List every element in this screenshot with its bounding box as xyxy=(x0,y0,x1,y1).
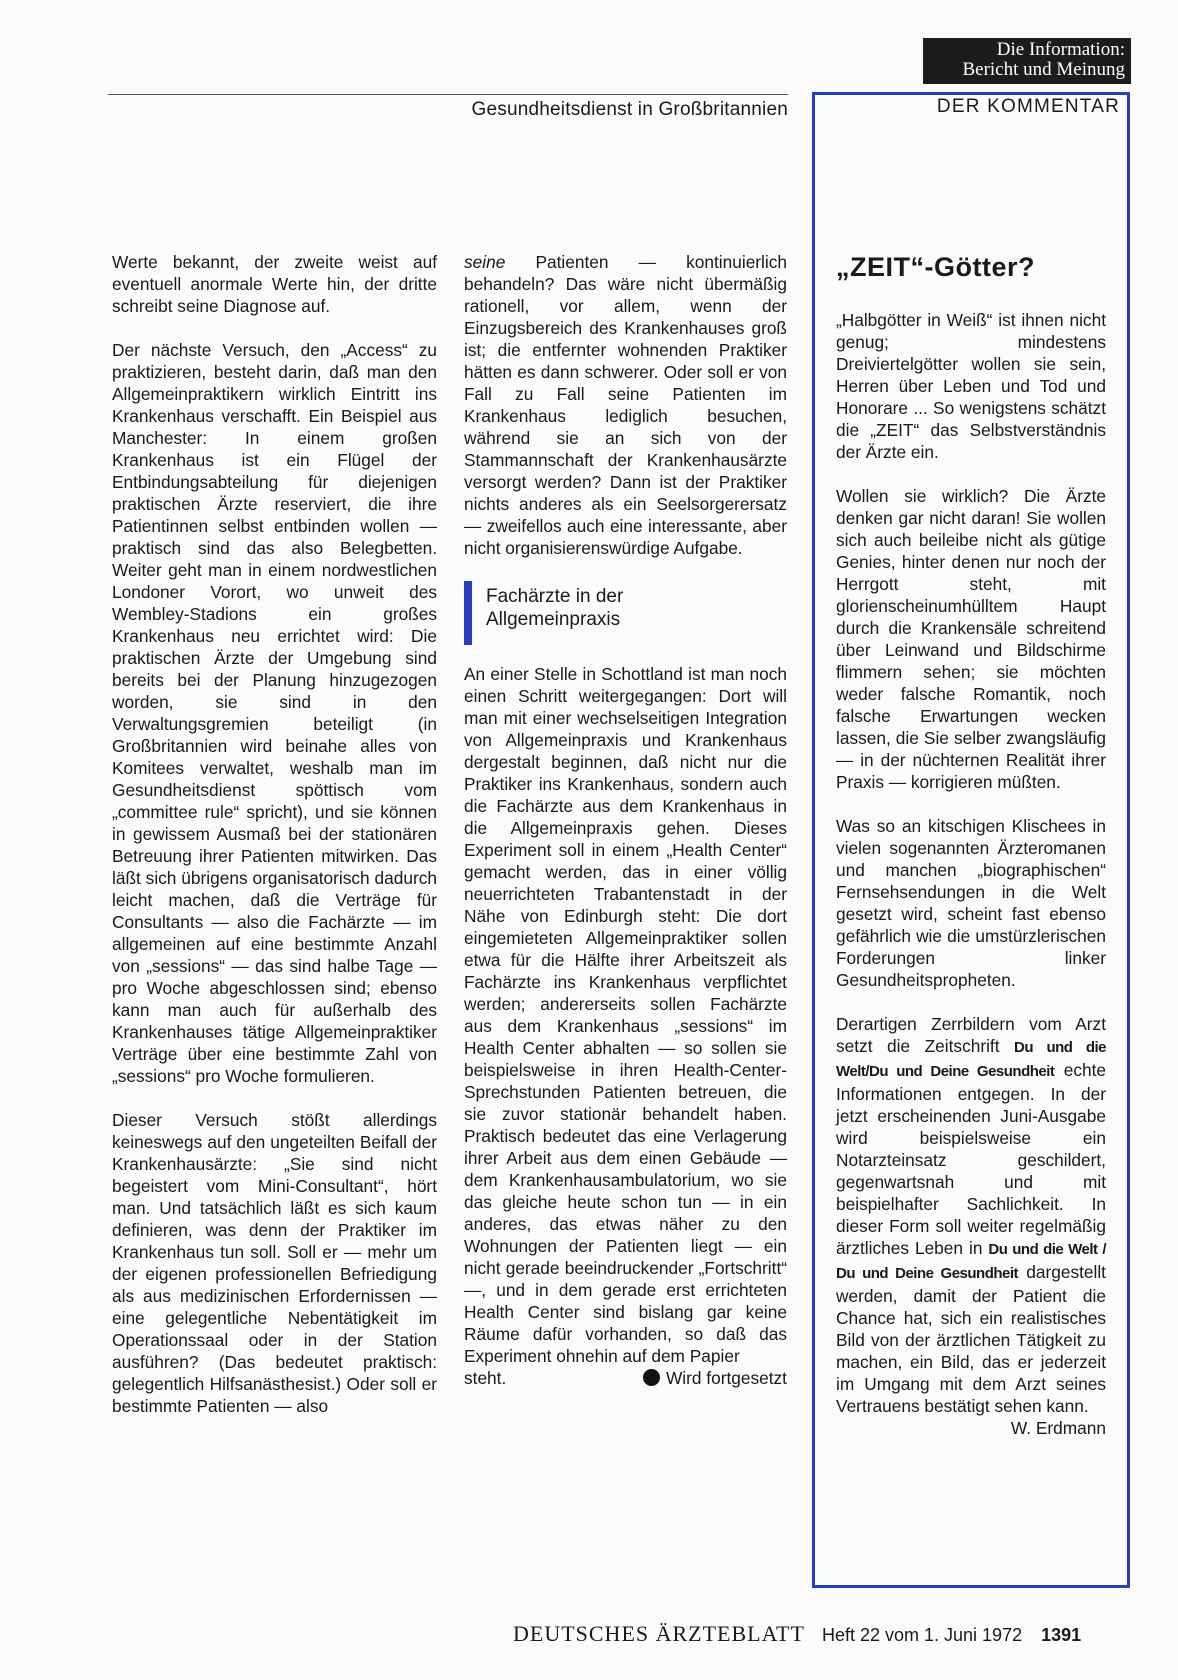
text: echte Informationen entgegen. In der jetzt erscheinenden Juni-Ausgabe wird beispielsweise ein Notarzteinsatz geschildert, gegenwartsnah und mit beispielhafter Sachlichkeit. In dieser Form soll weiter regelmäßig ärztliches Leben in xyxy=(836,1060,1107,1258)
comment-paragraph: „Halbgötter in Weiß“ ist ihnen nicht genug; mindestens Dreiviertelgötter wollen sie sein, Herren über Leben und Tod und Honorare ... So wenigstens schätzt die „ZEIT“ das Selbstverständnis der Ärzte ein. xyxy=(836,310,1106,462)
comment-title: „ZEIT“-Götter? xyxy=(836,252,1035,282)
subheading-line2: Allgemeinpraxis xyxy=(486,609,621,630)
article-column-2 xyxy=(464,251,787,1389)
paragraph: Dieser Versuch stößt allerdings keineswegs auf den ungeteilten Beifall der Krankenhausärzte: „Sie sind nicht begeistert vom Mini-Consultant“, hört man. Und tatsächlich läßt es sich kaum definieren, was denn der Praktiker im Krankenhaus tun soll. Soll er — mehr um der eigenen professionellen Befriedigung als aus medizinischen Erfordernissen — eine gelegentliche Nebentätigkeit im Operationssaal oder in der Station ausführen? (Das bedeutet praktisch: gelegentlich Hilfsanästhesist.) Oder soll er bestimmte Patienten — also xyxy=(112,1110,437,1416)
paragraph: An einer Stelle in Schottland ist man noch einen Schritt weitergegangen: Dort will man mit einer wechselseitigen Integration von Allgemeinpraxis und Krankenhaus dergestalt beginnen, daß nicht nur die Praktiker ins Krankenhaus, sondern auch die Fachärzte aus dem Krankenhaus in die Allgemeinpraxis gehen. Dieses Experiment soll in einem „Health Center“ gemacht werden, das in einer völlig neuerrichteten Trabantenstadt in der Nähe von Edinburgh steht: Die dort eingemieteten Allgemeinpraktiker sollen etwa für die Hälfte ihrer Arbeitszeit als Fachärzte ins Krankenhaus verpflichtet werden; andererseits sollen Fachärzte aus dem Krankenhaus „sessions“ im Health Center abhalten — so sollen sie beispielsweise in ihren Health-Center-Sprechstunden Patienten betreuen, die sie zuvor stationär behandelt haben. Praktisch bedeutet das eine Verlagerung ihrer Arbeit aus dem einen Gebäude — dem Krankenhausambulatorium, wo sie das gleiche heute schon tun — in ein anderes, das etwas näher zu den Wohnungen der Patienten liegt — ein nicht gerade beeindruckender „Fortschritt“ —, und in dem gerade erst errichteten Health Center sind bislang gar keine Räume dafür vorhanden, so daß das Experiment ohnehin auf dem Papier xyxy=(464,664,787,1366)
comment-paragraph: Was so an kitschigen Klischees in vielen sogenannten Ärzteromanen und manchen „biographischen“ Fernsehsendungen in die Welt gesetzt wird, scheint fast ebenso gefährlich wie die umstürzlerischen Forderungen linker Gesundheitspropheten. xyxy=(836,816,1106,990)
continued-text: Wird fortgesetzt xyxy=(665,1368,787,1388)
topic-header: Gesundheitsdienst in Großbritannien xyxy=(108,94,788,121)
emphasis: seine xyxy=(464,252,506,272)
author-signature: W. Erdmann xyxy=(1010,1418,1106,1438)
paragraph: Werte bekannt, der zweite weist auf eventuell anormale Werte hin, der dritte schreibt seine Diagnose auf. xyxy=(112,252,437,316)
section-tag-line2: Bericht und Meinung xyxy=(962,59,1125,80)
comment-paragraph xyxy=(836,1013,1107,1438)
text: dargestellt werden, damit der Patient die Chance hat, sich ein realistisches Bild von der ärztlichen Tätigkeit zu machen, ein Bild, das er jederzeit im Umgang mit dem Arzt seines Vertrauens bestätigt sehen kann. xyxy=(836,1262,1106,1416)
page-footer xyxy=(513,1621,1133,1647)
page-number: 1391 xyxy=(1041,1625,1082,1645)
bullet-dot-icon xyxy=(643,1369,660,1386)
article-column-1 xyxy=(112,251,437,1439)
section-tag xyxy=(923,38,1131,84)
journal-name: DEUTSCHES ÄRZTEBLATT xyxy=(513,1621,805,1646)
magazine-name: Du und die Welt/Du und Deine Gesundheit xyxy=(836,1039,1106,1080)
subheading-line1: Fachärzte in der xyxy=(486,586,624,607)
comment-column xyxy=(836,309,1106,1439)
section-tag-line1: Die Information: xyxy=(996,39,1125,60)
magazine-name: Du und die Welt / Du und Deine Gesundheit xyxy=(836,1241,1106,1282)
continued-line xyxy=(464,1367,787,1389)
subheading-bar xyxy=(464,581,472,645)
paragraph: Der nächste Versuch, den „Access“ zu praktizieren, besteht darin, daß man den Allgemeinpraktikern wirklich Eintritt ins Krankenhaus verschafft. Ein Beispiel aus Manchester: In einem großen Krankenhaus ist ein Flügel der Entbindungsabteilung für diejenigen praktischen Ärzte reserviert, die ihre Patientinnen selbst entbinden wollen — praktisch sind das also Belegbetten. Weiter geht man in einem nordwestlichen Londoner Vorort, wo unweit des Wembley-Stadions ein großes Krankenhaus neu errichtet wird: Die praktischen Ärzte der Umgebung sind bereits bei der Planung hinzugezogen worden, sie sind in den Verwaltungsgremien beteiligt (in Großbritannien wird beinahe alles von Komitees verwaltet, weshalb man im Gesundheitsdienst spöttisch vom „committee rule“ spricht), und sie können in gewissem Ausmaß bei der stationären Betreuung ihrer Patienten mitwirken. Das läßt sich übrigens organisatorisch dadurch leicht machen, daß die Verträge für Consultants — also die Fachärzte — im allgemeinen auf eine bestimmte Anzahl von „sessions“ — das sind halbe Tage — pro Woche abgeschlossen sind; ebenso kann man auch für außerhalb des Krankenhauses tätige Allgemeinpraktiker Verträge über eine bestimmte Zahl von „sessions“ pro Woche formulieren. xyxy=(112,340,437,1086)
text: Derartigen Zerrbildern vom Arzt setzt die Zeitschrift xyxy=(836,1014,1106,1056)
comment-paragraph: Wollen sie wirklich? Die Ärzte denken gar nicht daran! Sie wollen sich auch beileibe nicht als gütige Genies, hinter denen nur noch der Herrgott steht, mit glorienscheinumhülltem Haupt durch die Krankensäle schreitend über Leinwand und Bildschirme flimmern sehen; sie möchten weder falsche Romantik, noch falsche Erwartungen wecken lassen, die Sie selber zwangsläufig — in der nüchternen Realität ihrer Praxis — korrigieren müßten. xyxy=(836,486,1106,792)
paragraph xyxy=(464,251,787,559)
issue-info: Heft 22 vom 1. Juni 1972 xyxy=(821,1625,1023,1645)
continued-note xyxy=(643,1367,787,1389)
paragraph-text: Patienten — kontinuierlich behandeln? Das wäre nicht übermäßig rationell, vor allem, wenn der Einzugsbereich des Krankenhauses groß ist; die entfernter wohnenden Praktiker hätten es dann schwerer. Oder soll er von Fall zu Fall seine Patienten im Krankenhaus lediglich besuchen, während sie an sich von der Stammannschaft der Krankenhausärzte versorgt werden? Dann ist der Praktiker nichts anderes als ein Seelsorgerersatz — zweifellos auch eine interessante, aber nicht organisierenswürdige Aufgabe. xyxy=(464,252,787,558)
last-word: steht. xyxy=(464,1368,507,1388)
subheading xyxy=(464,585,787,631)
kommentar-label: DER KOMMENTAR xyxy=(936,96,1120,117)
